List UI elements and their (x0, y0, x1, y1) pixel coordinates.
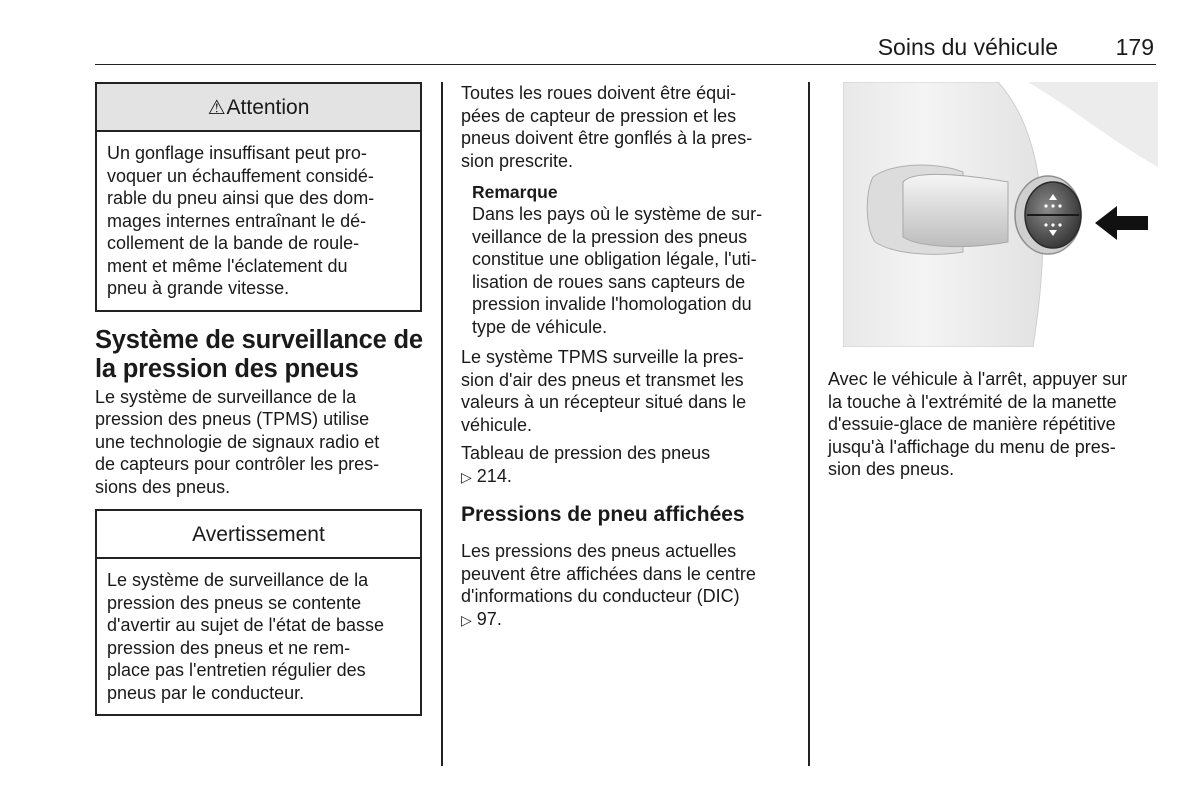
remark-title: Remarque (472, 182, 558, 202)
text-line: peuvent être affichées dans le centre (461, 563, 756, 584)
column-divider (441, 82, 443, 766)
text-line: veillance de la pression des pneus (472, 226, 748, 247)
text-line: sion des pneus. (828, 459, 955, 479)
text-line: véhicule. (461, 414, 533, 435)
text-line: voquer un échauffement considé- (107, 165, 374, 186)
text-line: une technologie de signaux radio et (95, 431, 380, 452)
text-line: jusqu'à l'affichage du menu de pres- (828, 436, 1116, 457)
text-line: pées de capteur de pression et les (461, 105, 737, 126)
text-line: Un gonflage insuffisant peut pro- (107, 143, 367, 163)
attention-body (97, 132, 420, 310)
text-line: pneus doivent être gonflés à la pres- (461, 128, 753, 148)
text-line: place pas l'entretien régulier des (107, 660, 366, 680)
text-line: Le système TPMS surveille la pres- (461, 347, 744, 367)
reference-arrow-icon: ▷ (461, 468, 472, 485)
column-3 (828, 82, 1158, 481)
text-line: mages internes entraînant le dé- (107, 210, 367, 231)
text-line: type de véhicule. (472, 316, 608, 337)
section-heading (95, 326, 422, 384)
text-line: constitue une obligation légale, l'uti- (472, 249, 757, 269)
text-line: pneus par le conducteur. (107, 682, 305, 703)
text-line: pneu à grande vitesse. (107, 278, 290, 298)
attention-box (95, 82, 422, 312)
text-line: lisation de roues sans capteurs de (472, 271, 746, 292)
text-line: d'avertir au sujet de l'état de basse (107, 615, 385, 635)
warning-body (97, 559, 420, 714)
heading-line: Système de surveillance de (95, 325, 423, 354)
text-line: collement de la bande de roule- (107, 233, 360, 253)
heading-line: la pression des pneus (95, 354, 359, 383)
subheading: Pressions de pneu affichées (461, 503, 745, 526)
text-line: rable du pneu ainsi que des dom- (107, 188, 375, 208)
table-reference (461, 442, 791, 488)
text-line: sion d'air des pneus et transmet les (461, 369, 744, 390)
text-line: Le système de surveillance de la (107, 570, 369, 590)
paragraph-dic (461, 540, 791, 631)
page-ref: 214. (476, 465, 512, 486)
text-line: pression invalide l'homologation du (472, 294, 752, 314)
column-2 (461, 82, 791, 631)
remark-block (461, 181, 791, 338)
text-line: Les pressions des pneus actuelles (461, 541, 737, 561)
column-1 (95, 82, 422, 716)
section-title: Soins du véhicule (877, 34, 1058, 60)
page-link[interactable] (461, 465, 791, 489)
paragraph-tpms (461, 346, 791, 436)
text-line: de capteurs pour contrôler les pres- (95, 454, 380, 474)
text-line: la touche à l'extrémité de la manette (828, 391, 1117, 412)
page-header (95, 28, 1156, 65)
text-line: d'essuie-glace de manière répétitive (828, 414, 1116, 434)
text-line: Tableau de pression des pneus (461, 443, 711, 463)
text-line: sion prescrite. (461, 150, 574, 171)
warning-triangle-icon: ⚠ (207, 97, 226, 119)
text-line: pression des pneus et ne rem- (107, 637, 351, 658)
page-ref: 97. (476, 608, 502, 629)
page-number: 179 (1115, 34, 1154, 60)
intro-paragraph (95, 386, 422, 499)
text-line: d'informations du conducteur (DIC) (461, 586, 740, 606)
figure-caption (828, 368, 1158, 481)
warning-box (95, 509, 422, 716)
text-line: Avec le véhicule à l'arrêt, appuyer sur (828, 369, 1128, 389)
text-line: Toutes les roues doivent être équi- (461, 83, 737, 103)
wiper-stalk-illustration (843, 82, 1158, 347)
page-link[interactable] (461, 608, 791, 632)
column-divider (808, 82, 810, 766)
attention-header (97, 84, 420, 132)
text-line: ment et même l'éclatement du (107, 255, 348, 276)
text-line: Le système de surveillance de la (95, 386, 357, 407)
warning-header: Avertissement (97, 511, 420, 559)
text-line: Dans les pays où le système de sur- (472, 204, 763, 224)
attention-title: Attention (226, 96, 310, 119)
reference-arrow-icon: ▷ (461, 611, 472, 628)
text-line: valeurs à un récepteur situé dans le (461, 392, 747, 412)
text-line: sions des pneus. (95, 476, 231, 497)
text-line: pression des pneus se contente (107, 592, 362, 613)
text-line: pression des pneus (TPMS) utilise (95, 409, 370, 429)
paragraph-wheels (461, 82, 791, 172)
